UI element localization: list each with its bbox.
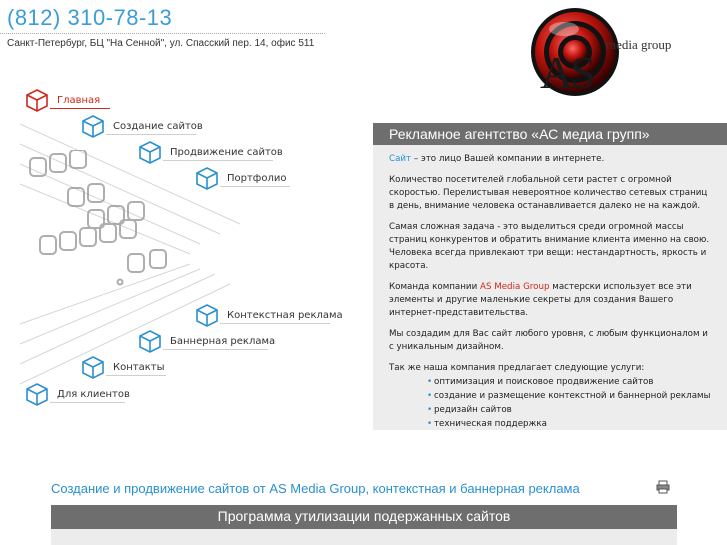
nav-underline: [106, 134, 196, 135]
panel-body: [373, 145, 727, 431]
nav-label: Портфолио: [227, 172, 287, 184]
cube-icon: [24, 381, 50, 407]
section-content-strip: [51, 529, 677, 545]
nav-label: Для клиентов: [57, 388, 130, 400]
print-icon[interactable]: [656, 480, 670, 494]
nav-item-banner-ads[interactable]: [137, 328, 275, 354]
nav-label: Контекстная реклама: [227, 309, 343, 321]
paragraph-3: Самая сложная задача - это выделиться среди огромной массы страниц конкурентов и обратить внимание клиента именно на свою. Человека всегда привлекают три вещи: нестандартность, яркость и красота.: [389, 222, 710, 271]
nav-label: Продвижение сайтов: [170, 146, 283, 158]
nav-label: Контакты: [113, 361, 165, 373]
section-bar: Программа утилизации подержанных сайтов: [51, 505, 677, 529]
cube-icon: [137, 139, 163, 165]
nav-item-site-creation[interactable]: [80, 113, 203, 139]
nav-underline: [163, 349, 268, 350]
nav-label: Создание сайтов: [113, 120, 203, 132]
logo-media-group: media group: [606, 37, 672, 52]
nav-item-site-promotion[interactable]: [137, 139, 283, 165]
list-item: • создание и размещение контекстной и баннерной рекламы: [427, 389, 713, 403]
p4-pre: Команда компании: [389, 282, 480, 292]
nav-underline: [106, 375, 166, 376]
panel-title: Рекламное агентство «АС медиа групп»: [373, 123, 727, 145]
nav-underline: [50, 402, 125, 403]
cube-icon: [194, 165, 220, 191]
cube-icon: [80, 113, 106, 139]
cube-icon: [80, 354, 106, 380]
nav-underline: [163, 160, 273, 161]
nav-item-home[interactable]: [24, 87, 100, 113]
page-heading: Создание и продвижение сайтов от AS Media Group, контекстная и баннерная реклама: [51, 481, 580, 496]
nav-item-context-ads[interactable]: [194, 302, 343, 328]
office-address: Санкт-Петербург, БЦ "На Сенной", ул. Спасский пер. 14, офис 511: [7, 38, 315, 49]
nav-underline: [220, 323, 330, 324]
paragraph-4: [389, 281, 713, 320]
p4-post: мастерски использует все эти элементы и другие маленькие секреты для создания Вашего интернет-представительства.: [389, 282, 692, 318]
site-link[interactable]: Сайт: [389, 154, 412, 164]
phone-number: (812) 310-78-13: [7, 5, 173, 30]
list-item: • редизайн сайтов: [427, 403, 713, 417]
cube-icon: [194, 302, 220, 328]
nav-underline: [50, 108, 110, 109]
list-item: • техническая поддержка: [427, 417, 713, 431]
logo-as: AS: [540, 47, 593, 98]
brand-name: AS Media Group: [480, 282, 550, 292]
nav-label: Главная: [57, 94, 101, 106]
cube-icon: [24, 87, 50, 113]
about-panel: [373, 123, 727, 430]
paragraph-1: [389, 153, 713, 166]
nav-item-contacts[interactable]: [80, 354, 164, 380]
nav-item-for-clients[interactable]: [24, 381, 130, 407]
cube-icon: [137, 328, 163, 354]
nav-underline: [220, 186, 290, 187]
paragraph-2: Количество посетителей глобальной сети растет с огромной скоростью. Перелистывая невероятное количество сетевых страниц в день, внимание человека останавливается далеко не на каждой.: [389, 175, 708, 211]
nav-item-portfolio[interactable]: [194, 165, 287, 191]
services-list: [427, 375, 713, 431]
paragraph-5: Мы создадим для Вас сайт любого уровня, с любым функционалом и с уникальным дизайном.: [389, 329, 708, 352]
p1-text: – это лицо Вашей компании в интернете.: [411, 154, 605, 164]
list-item: • оптимизация и поисковое продвижение сайтов: [427, 375, 713, 389]
header-divider: [0, 33, 325, 34]
paragraph-6: Так же наша компания предлагает следующие услуги:: [389, 363, 645, 373]
nav-label: Баннерная реклама: [170, 335, 276, 347]
